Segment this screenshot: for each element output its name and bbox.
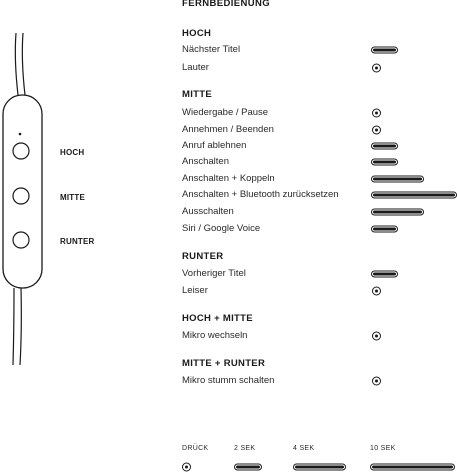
action-label: Nächster Titel <box>182 44 241 55</box>
press-short-indicator <box>372 377 381 386</box>
press-short-indicator <box>372 126 381 135</box>
legend-label-short: DRÜCK <box>182 445 209 452</box>
action-label: Anschalten + Koppeln <box>182 173 275 184</box>
action-label: Wiedergabe / Pause <box>182 107 269 118</box>
press-short-indicator <box>372 332 381 341</box>
action-row <box>182 122 457 138</box>
action-label: Mikro stumm schalten <box>182 375 275 386</box>
remote-button-mid <box>13 188 29 204</box>
press-2s-indicator <box>371 159 398 166</box>
cable-bottom-inner <box>20 288 21 365</box>
press-10s-indicator <box>371 192 457 199</box>
press-2s-indicator <box>371 226 398 233</box>
action-row <box>182 138 457 154</box>
legend-2s-bar-icon <box>234 464 262 471</box>
legend-10s-bar-icon <box>370 464 455 471</box>
action-row <box>182 221 457 237</box>
action-row <box>182 154 457 170</box>
action-row <box>182 283 457 299</box>
action-label: Mikro wechseln <box>182 330 248 341</box>
action-label: Annehmen / Beenden <box>182 124 274 135</box>
cable-top <box>15 33 18 95</box>
remote-button-down <box>13 232 29 248</box>
group-heading-hoch: HOCH <box>182 28 212 39</box>
action-row <box>182 373 457 389</box>
group-heading-runter: RUNTER <box>182 251 224 262</box>
legend-4s-bar-icon <box>293 464 346 471</box>
remote-control-illustration <box>0 0 60 473</box>
press-short-indicator <box>372 64 381 73</box>
cable-bottom <box>13 288 14 365</box>
action-label: Vorheriger Titel <box>182 268 246 279</box>
press-short-indicator <box>372 109 381 118</box>
group-heading-hoch-mitte: HOCH + MITTE <box>182 313 253 324</box>
page-title: FERNBEDIENUNG <box>182 0 271 9</box>
button-label-runter: RUNTER <box>60 237 95 246</box>
action-row <box>182 105 457 121</box>
legend-label-2s: 2 SEK <box>234 445 256 452</box>
press-2s-indicator <box>371 47 398 54</box>
action-row <box>182 266 457 282</box>
legend-label-10s: 10 SEK <box>370 445 396 452</box>
action-label: Lauter <box>182 62 209 73</box>
remote-button-up <box>13 143 29 159</box>
microphone-dot <box>19 133 22 136</box>
button-label-hoch: HOCH <box>60 148 85 157</box>
action-label: Siri / Google Voice <box>182 223 261 234</box>
legend-label-4s: 4 SEK <box>293 445 315 452</box>
press-short-indicator <box>372 287 381 296</box>
press-2s-indicator <box>371 271 398 278</box>
action-label: Anschalten + Bluetooth zurücksetzen <box>182 189 339 200</box>
group-heading-mitte: MITTE <box>182 89 212 100</box>
action-row <box>182 42 457 58</box>
action-row <box>182 171 457 187</box>
action-row <box>182 328 457 344</box>
action-label: Anschalten <box>182 156 230 167</box>
action-row <box>182 60 457 76</box>
legend-short-press-icon <box>182 463 191 472</box>
group-heading-mitte-runter: MITTE + RUNTER <box>182 358 266 369</box>
button-label-mitte: MITTE <box>60 193 85 202</box>
action-row <box>182 204 457 220</box>
action-label: Leiser <box>182 285 208 296</box>
cable-top-inner <box>22 33 25 95</box>
action-label: Ausschalten <box>182 206 234 217</box>
action-row <box>182 187 457 203</box>
press-4s-indicator <box>371 176 424 183</box>
press-2s-indicator <box>371 143 398 150</box>
press-4s-indicator <box>371 209 424 216</box>
action-label: Anruf ablehnen <box>182 140 247 151</box>
